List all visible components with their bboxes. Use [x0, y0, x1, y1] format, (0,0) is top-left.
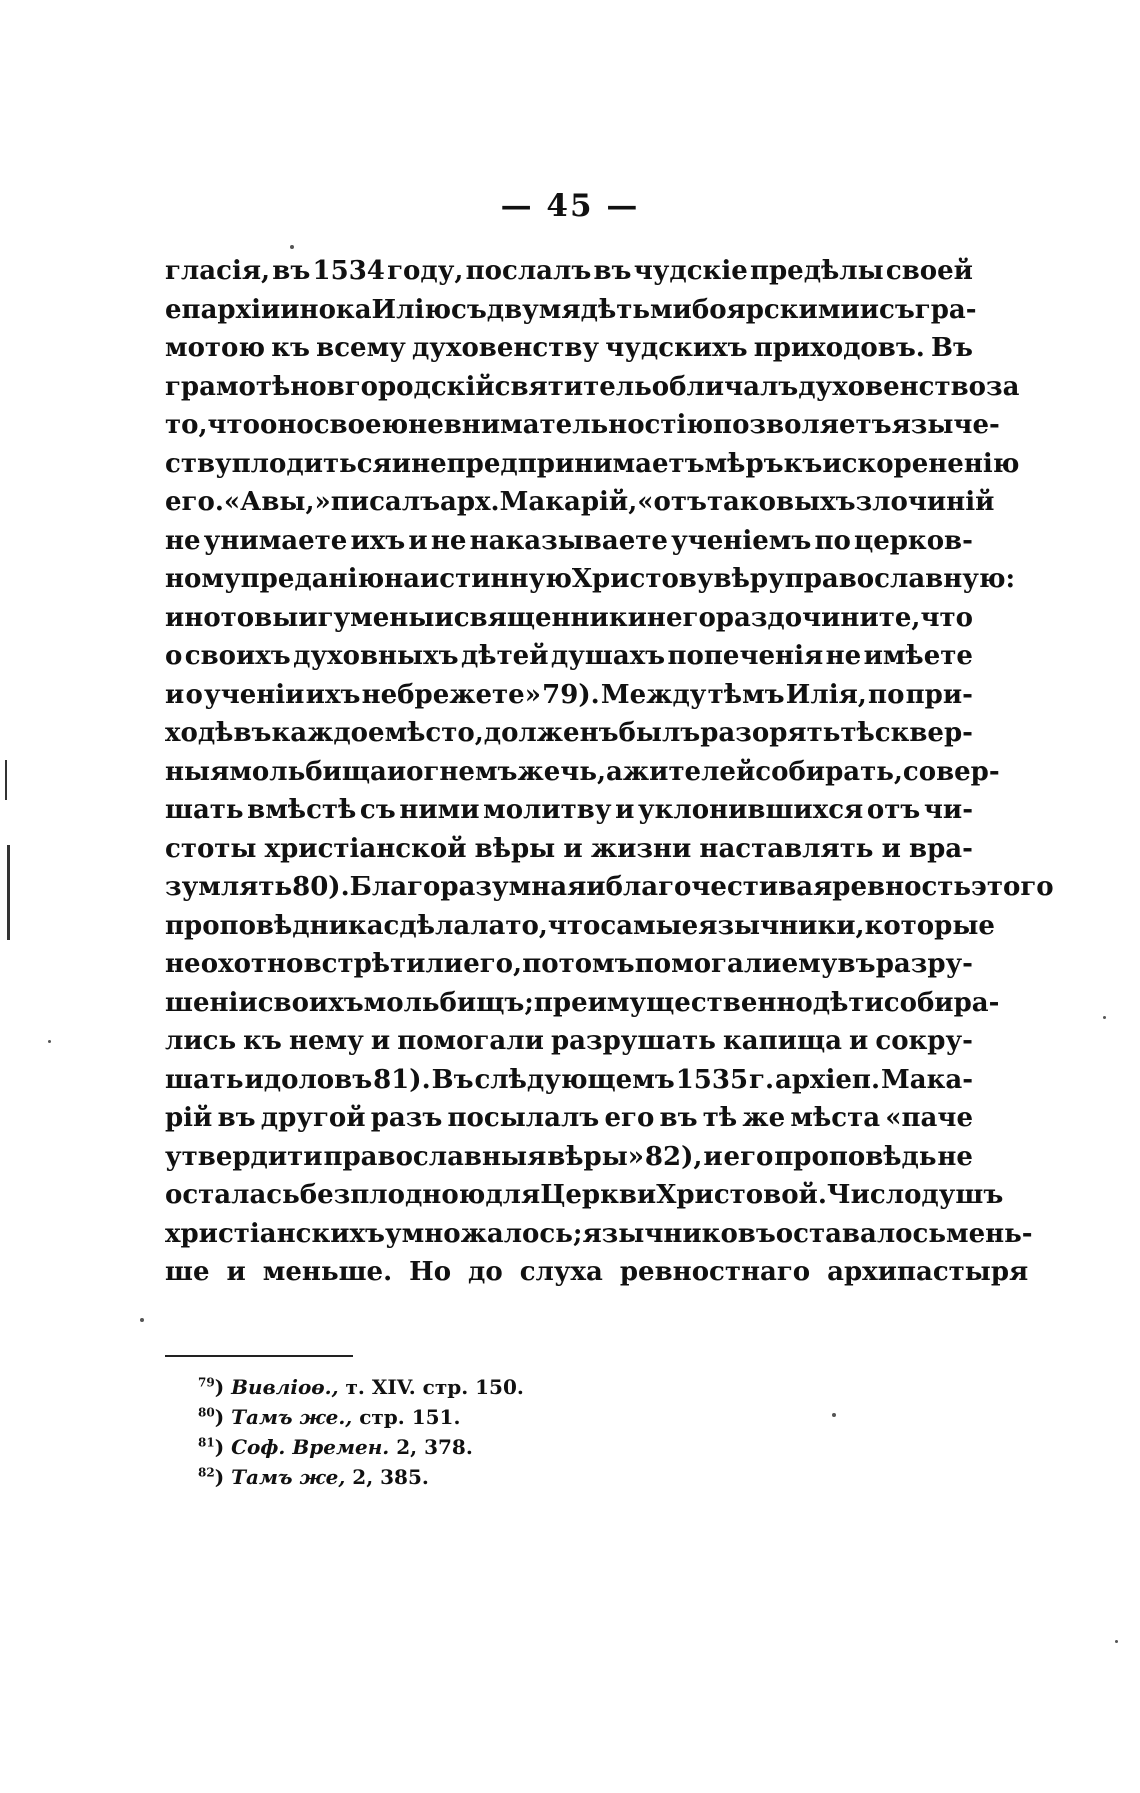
footnote-reference: т. XIV. стр. 150. [338, 1375, 524, 1399]
text-line: не унимаете ихъ и не наказываете ученіемъ по церков- [165, 525, 973, 556]
footnote-81: $^{81}$) Соф. Времен. 2, 378. [198, 1435, 473, 1459]
scan-speck [290, 245, 294, 249]
text-line: и о ученіи ихъ небрежете» 79). Между тѣмъ Илія, по при- [165, 679, 973, 710]
footnote-reference: 2, 378. [389, 1435, 473, 1459]
text-line: епархіи инока Илію съ двумя дѣтьми боярскими и съ гра- [165, 294, 977, 325]
text-line: зумлять 80). Благоразумная и благочестивая ревность этого [165, 872, 1054, 902]
scan-speck [1103, 1016, 1106, 1019]
scan-speck [140, 1318, 144, 1322]
text-line: его. «А вы,» писалъ арх. Макарій, «отъ таковыхъ злочиній [165, 487, 995, 517]
text-line-last: ше и меньше. Но до слуха ревностнаго архипастыря [165, 1257, 1029, 1287]
text-line: утвердити православныя вѣры» 82), и его проповѣдь не [165, 1141, 973, 1172]
scan-speck [832, 1413, 836, 1417]
footnote-82: $^{82}$) Тамъ же, 2, 385. [198, 1465, 429, 1489]
footnote-mark: 82 [198, 1465, 215, 1480]
footnote-mark: 79 [198, 1375, 215, 1390]
scan-speck [48, 1040, 51, 1043]
footnote-reference: стр. 151. [352, 1405, 461, 1429]
scan-edge-mark [7, 845, 10, 940]
text-line: лись къ нему и помогали разрушать капища и сокру- [165, 1026, 973, 1056]
footnote-mark: 80 [198, 1405, 215, 1420]
text-line: шать вмѣстѣ съ ними молитву и уклонившихся отъ чи- [165, 795, 973, 825]
text-line: проповѣдника сдѣлала то, что самые язычники, которые [165, 910, 995, 941]
body-text [165, 252, 1054, 1292]
footnote-source: Вивліоө., [231, 1375, 339, 1399]
text-line: не охотно встрѣтили его, потомъ помогали ему въ разру- [165, 949, 973, 979]
text-line: христіанскихъ умножалось; язычниковъ оставалось мень- [165, 1218, 1033, 1249]
page-number: — 45 — [500, 188, 640, 224]
text-line: стоты христіанской вѣры и жизни наставлять и вра- [165, 833, 973, 864]
text-line: ному преданію на истинную Христову вѣру православную: [165, 564, 1016, 594]
footnote-80: $^{80}$) Тамъ же., стр. 151. [198, 1405, 461, 1429]
scan-speck [1115, 1640, 1118, 1643]
footnote-reference: 2, 385. [345, 1465, 429, 1489]
text-line: гласія, въ 1534 году, послалъ въ чудскіе предѣлы своей [165, 256, 973, 286]
text-line: мотою къ всему духовенству чудскихъ приходовъ. Въ [165, 333, 973, 363]
text-line: шеніи своихъ мольбищъ; преимущественно дѣти собира- [165, 987, 1000, 1018]
text-line: то, что оно своею невнимательностію позволяетъ языче- [165, 410, 1000, 440]
text-line: шать идоловъ 81). Въ слѣдующемъ 1535 г. архіеп. Мака- [165, 1064, 973, 1095]
text-line: ходѣ въ каждое мѣсто, долженъ былъ разорять тѣ сквер- [165, 718, 973, 748]
text-line: о своихъ духовныхъ дѣтей душахъ попеченія не имѣете [165, 641, 973, 671]
text-line: рій въ другой разъ посылалъ его въ тѣ же мѣста «паче [165, 1103, 973, 1133]
footnote-mark: 81 [198, 1435, 215, 1450]
text-line: ству плодиться и не предпринимаетъ мѣръ къ искорененію [165, 448, 1020, 479]
text-line: грамотѣ новгородскій святитель обличалъ духовенство за [165, 371, 1020, 402]
scan-edge-mark [5, 760, 7, 800]
text-line: ныя мольбища и огнемъ жечь, а жителей собирать, совер- [165, 756, 1000, 787]
text-line: осталась безплодною для Церкви Христовой. Число душъ [165, 1180, 1004, 1210]
footnote-source: Тамъ же, [231, 1465, 346, 1489]
footnote-divider [165, 1355, 353, 1357]
text-line: ино то вы игумены и священники не гораздо чините, что [165, 602, 973, 633]
footnotes [198, 1372, 524, 1492]
footnote-source: Соф. Времен. [231, 1435, 390, 1459]
footnote-source: Тамъ же., [231, 1405, 353, 1429]
footnote-79: $^{79}$) Вивліоө., т. XIV. стр. 150. [198, 1375, 524, 1399]
